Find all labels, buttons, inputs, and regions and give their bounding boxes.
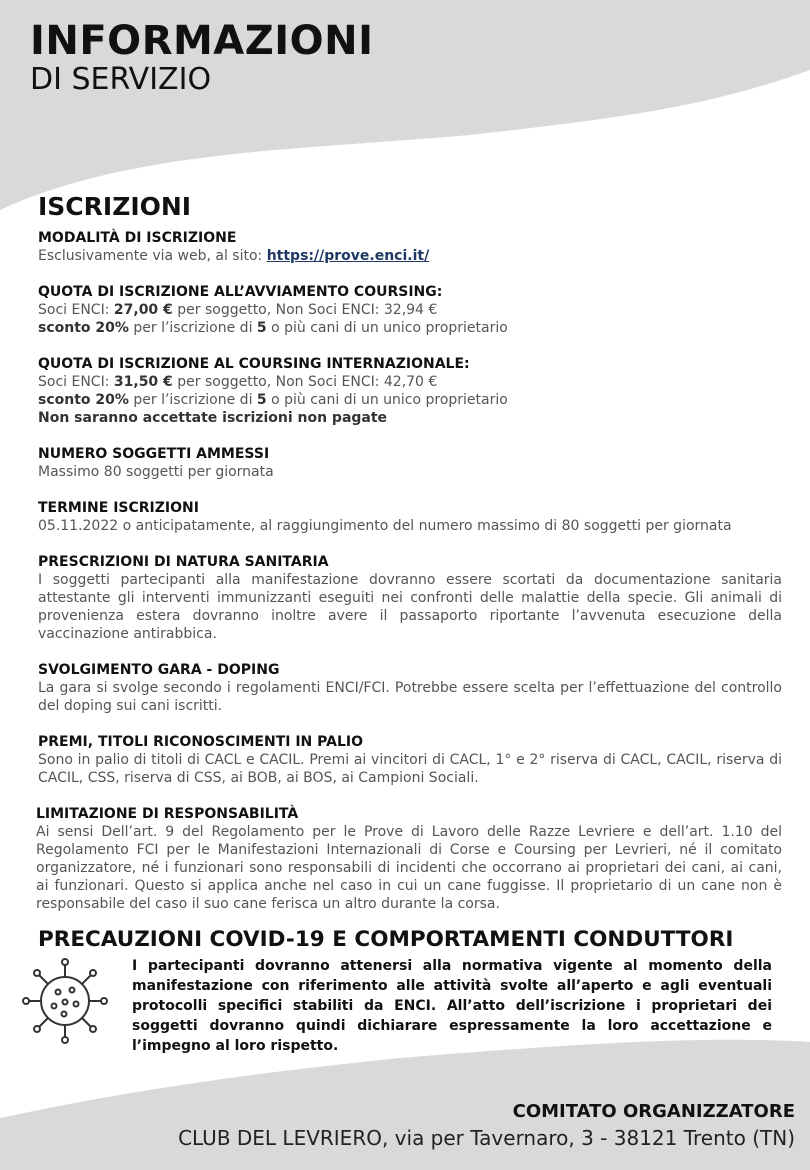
quota-internazionale-heading: QUOTA DI ISCRIZIONE AL COURSING INTERNAZIONALE: [38, 356, 470, 372]
sconto-num: 5 [256, 320, 267, 336]
numero-soggetti-heading: NUMERO SOGGETTI AMMESSI [38, 446, 270, 462]
modalita-block [38, 229, 782, 265]
svolgimento-heading: SVOLGIMENTO GARA - DOPING [38, 662, 280, 678]
sconto-suffix: o più cani di un unico proprietario [266, 392, 508, 408]
numero-soggetti-block [38, 445, 782, 481]
covid-section-title: PRECAUZIONI COVID-19 E COMPORTAMENTI CONDUTTORI [38, 927, 734, 952]
termine-block [38, 499, 782, 535]
quota-avviamento-block [38, 283, 782, 337]
prescrizioni-heading: PRESCRIZIONI DI NATURA SANITARIA [38, 554, 329, 570]
sconto-num: 5 [256, 392, 267, 408]
modalita-text-label: Esclusivamente via web, al sito: [38, 248, 267, 264]
sconto-mid: per l’iscrizione di [128, 392, 257, 408]
premi-block [38, 733, 782, 787]
quota-avviamento-prices [38, 301, 782, 319]
soci-suffix: per soggetto, Non Soci ENCI: 42,70 € [172, 374, 438, 390]
quota-internazionale-block [38, 355, 782, 427]
soci-price: 31,50 € [113, 374, 173, 390]
virus-icon [20, 956, 110, 1046]
page-subtitle: DI SERVIZIO [30, 62, 212, 97]
soci-price: 27,00 € [113, 302, 173, 318]
termine-heading: TERMINE ISCRIZIONI [38, 500, 199, 516]
termine-text: 05.11.2022 o anticipatamente, al raggiungimento del numero massimo di 80 soggetti per giornata [38, 518, 732, 534]
soci-prefix: Soci ENCI: [38, 302, 114, 318]
modalita-heading: MODALITÀ DI ISCRIZIONE [38, 230, 237, 246]
limitazione-text: Ai sensi Dell’art. 9 del Regolamento per le Prove di Lavoro delle Razze Levriere e dell’art. 1.10 del Regolamento FCI per le Manifestazioni Internazionali di Corse e Coursing per Levrieri, né il comitato organizzatore, né i funzionari sono responsabili di incidenti che occorrano ai proprietari dei cani, ai cani, ai funzionari. Questo si applica anche nel caso in cui un cane fuggisse. Il proprietario di un cane non è responsabile del caso il suo cane ferisca un altro durante la corsa. [36, 824, 782, 912]
enci-site-link[interactable]: https://prove.enci.it/ [266, 248, 430, 264]
premi-text: Sono in palio di titoli di CACL e CACIL. Premi ai vincitori di CACL, 1° e 2° riserva di CACL, CACIL, riserva di CACIL, CSS, riserva di CSS, ai BOB, ai BOS, ai Campioni Sociali. [38, 752, 782, 786]
prescrizioni-block [38, 553, 782, 643]
premi-heading: PREMI, TITOLI RICONOSCIMENTI IN PALIO [38, 734, 363, 750]
prescrizioni-text: I soggetti partecipanti alla manifestazione dovranno essere scortati da documentazione sanitaria attestante gli interventi immunizzanti eseguiti nei confronti delle malattie della specie. Gli animali di provenienza estera dovranno inoltre avere il passaporto riportante l’avvenuta esecuzione della vaccinazione antirabbica. [38, 572, 782, 642]
iscrizioni-content [38, 229, 782, 931]
sconto-label: sconto 20% [38, 320, 129, 336]
footer-address: CLUB DEL LEVRIERO, via per Tavernaro, 3 - 38121 Trento (TN) [178, 1126, 795, 1150]
covid-text: I partecipanti dovranno attenersi alla normativa vigente al momento della manifestazione con riferimento alle attività svolte all’aperto e agli eventuali protocolli specifici stabiliti da ENCI. All’atto dell’iscrizione i proprietari dei soggetti dovranno quindi dichiarare espressamente la loro accettazione e l’impegno al loro rispetto. [132, 958, 772, 1054]
limitazione-heading: LIMITAZIONE DI RESPONSABILITÀ [36, 806, 299, 822]
soci-suffix: per soggetto, Non Soci ENCI: 32,94 € [172, 302, 438, 318]
quota-internazionale-sconto [38, 391, 782, 409]
quota-avviamento-heading: QUOTA DI ISCRIZIONE ALL’AVVIAMENTO COURSING: [38, 284, 443, 300]
svolgimento-text: La gara si svolge secondo i regolamenti ENCI/FCI. Potrebbe essere scelta per l’effettuazione del controllo del doping sui cani iscritti. [38, 680, 782, 714]
iscrizioni-non-pagate-note: Non saranno accettate iscrizioni non pagate [38, 410, 388, 426]
sconto-suffix: o più cani di un unico proprietario [266, 320, 508, 336]
sconto-mid: per l’iscrizione di [128, 320, 257, 336]
page-title: INFORMAZIONI [30, 18, 374, 64]
sconto-label: sconto 20% [38, 392, 129, 408]
numero-soggetti-text: Massimo 80 soggetti per giornata [38, 464, 274, 480]
soci-prefix: Soci ENCI: [38, 374, 114, 390]
modalita-text [38, 247, 782, 265]
section-title-iscrizioni: ISCRIZIONI [38, 192, 192, 221]
limitazione-block [36, 805, 782, 913]
svolgimento-block [38, 661, 782, 715]
footer-heading: COMITATO ORGANIZZATORE [512, 1101, 795, 1122]
quota-internazionale-prices [38, 373, 782, 391]
quota-avviamento-sconto [38, 319, 782, 337]
